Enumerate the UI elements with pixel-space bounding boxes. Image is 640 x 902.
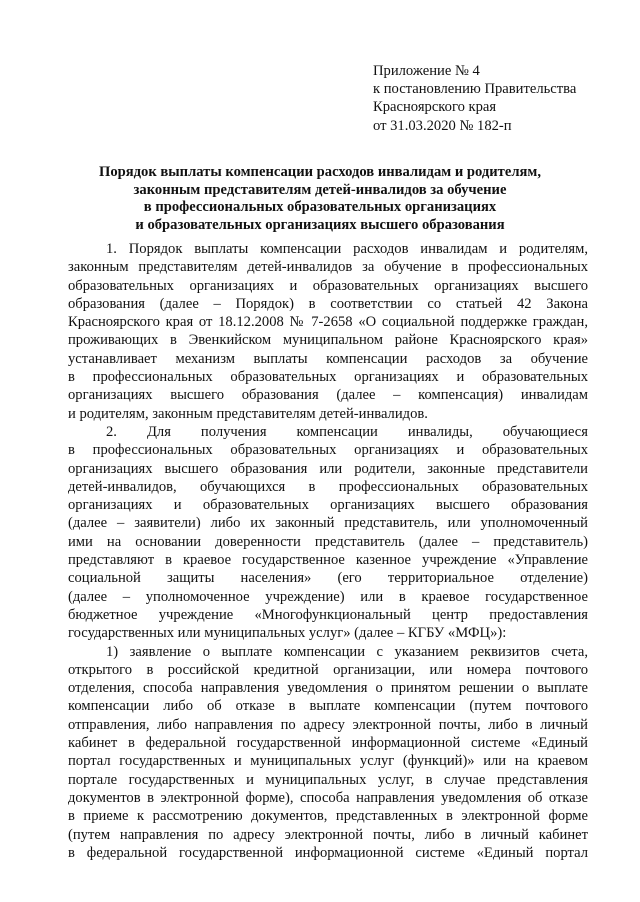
paragraph-1-line: в профессиональных образовательных организациях и образовательных: [68, 369, 588, 386]
subitem-1-line: в приеме к рассмотрению документов, представленных в электронной форме: [68, 808, 588, 825]
appendix-region-line: Красноярского края: [373, 99, 497, 116]
paragraph-1-line: образовательных организациях и образовательных организациях высшего: [68, 277, 588, 294]
paragraph-2-line: социальной защиты населения» (его территориальное отделение): [68, 570, 588, 587]
title-line: законным представителям детей-инвалидов за обучение: [133, 181, 507, 198]
subitem-1-line: отправления, либо направления по адресу электронной почты, либо в личный: [68, 716, 588, 733]
paragraph-1-line: 1. Порядок выплаты компенсации расходов инвалидам и родителям,: [106, 241, 588, 257]
paragraph-1-line: организациях высшего образования (далее – компенсация) инвалидам: [68, 387, 588, 404]
subitem-1-line: открытого в российской кредитной организации, или номера почтового: [68, 661, 588, 678]
title-line: в профессиональных образовательных организациях: [143, 199, 497, 216]
subitem-1-line: 1) заявление о выплате компенсации с указанием реквизитов счета,: [106, 643, 588, 660]
appendix-resolution-line: к постановлению Правительства: [373, 81, 577, 98]
subitem-1-line: документов в электронной форме), способа направления уведомления об отказе: [68, 789, 588, 806]
paragraph-1-line: Красноярского края от 18.12.2008 № 7-2658 «О социальной поддержке граждан,: [68, 314, 588, 331]
paragraph-1-line: образования (далее – Порядок) в соответствии со статьей 42 Закона: [68, 295, 588, 312]
document-title: [60, 164, 580, 234]
paragraph-2-line: организациях и образовательных организациях высшего образования: [68, 497, 588, 514]
paragraph-2-line: (далее – уполномоченное учреждение) или в краевое государственное: [68, 588, 588, 605]
title-line: и образовательных организациях высшего образования: [135, 216, 505, 233]
subitem-1-line: компенсации либо об отказе в выплате компенсации (путем почтового: [68, 698, 588, 715]
paragraph-1-line: устанавливает механизм выплаты компенсации расходов за обучение: [68, 350, 588, 367]
paragraph-2-line: 2. Для получения компенсации инвалиды, обучающиеся: [106, 423, 588, 440]
subitem-1-line: портале государственных и муниципальных услуг, в случае представления: [68, 771, 588, 788]
paragraph-1-line: проживающих в Эвенкийском муниципальном районе Красноярского края»: [68, 332, 588, 349]
paragraph-1-line: и родителям, законным представителям детей-инвалидов.: [68, 405, 428, 422]
subitem-1-line: (путем направления по адресу электронной почты, либо в личный кабинет: [68, 826, 588, 843]
paragraph-2-line: бюджетное учреждение «Многофункциональный центр предоставления: [68, 606, 588, 623]
paragraph-2-line: (далее – заявители) либо их законный представитель, или уполномоченный: [68, 515, 588, 532]
appendix-header: [373, 62, 576, 135]
title-line: Порядок выплаты компенсации расходов инвалидам и родителям,: [98, 164, 541, 180]
subitem-1-line: портал государственных и муниципальных услуг (функций)» или на краевом: [68, 753, 588, 770]
paragraph-2-line: представляют в краевое государственное казенное учреждение «Управление: [68, 552, 588, 569]
paragraph-2-line: в профессиональных образовательных организациях и образовательных: [68, 442, 588, 459]
subitem-1-line: отделения, способа направления уведомления о принятом решении о выплате: [68, 680, 588, 697]
document-body: [68, 240, 588, 862]
paragraph-2-line: ими на основании доверенности представитель (далее – представитель): [68, 533, 588, 550]
paragraph-2-line: государственных или муниципальных услуг» (далее – КГБУ «МФЦ»):: [68, 625, 507, 642]
subitem-1-line: кабинет в федеральной государственной информационной системе «Единый: [68, 735, 588, 752]
paragraph-1-line: законным представителям детей-инвалидов за обучение в профессиональных: [68, 259, 588, 276]
appendix-number: Приложение № 4: [373, 63, 480, 79]
paragraph-2-line: детей-инвалидов, обучающихся в профессиональных образовательных: [68, 478, 588, 495]
subitem-1-line: в федеральной государственной информационной системе «Единый портал: [68, 844, 588, 861]
paragraph-2-line: организациях высшего образования или родители, законные представители: [68, 460, 588, 477]
appendix-date-line: от 31.03.2020 № 182-п: [373, 117, 512, 134]
